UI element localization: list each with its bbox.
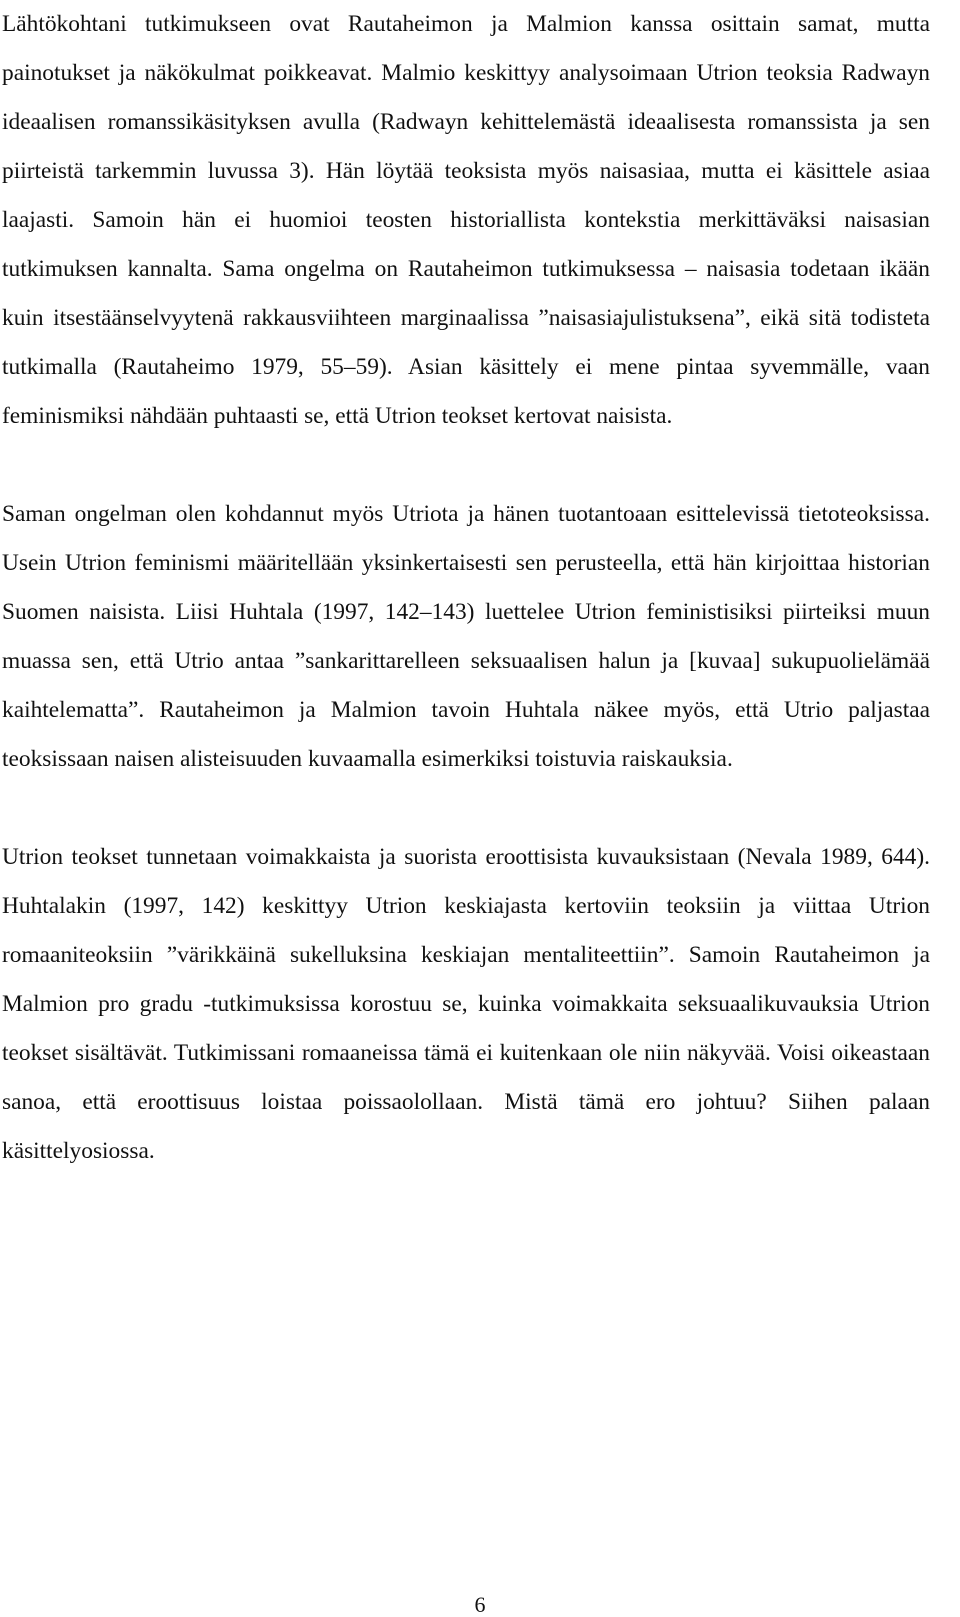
paragraph-3: Utrion teokset tunnetaan voimakkaista ja suorista eroottisista kuvauksistaan (Nevala 1989, 644). Huhtalakin (1997, 142) keskittyy Utrion keskiajasta kertoviin teoksiin ja viittaa Utrion romaaniteoksiin ”värikkäinä sukelluksina keskiajan mentaliteettiin”. Samoin Rautaheimon ja Malmion pro gradu -tutkimuksissa korostuu se, kuinka voimakkaita seksuaalikuvauksia Utrion teokset sisältävät. Tutkimissani romaaneissa tämä ei kuitenkaan ole niin näkyvää. Voisi oikeastaan sanoa, että eroottisuus loistaa poissaolollaan. Mistä tämä ero johtuu? Siihen palaan käsittelyosiossa.: [2, 844, 930, 1164]
page-number: 6: [474, 1592, 486, 1617]
paragraph-2: Saman ongelman olen kohdannut myös Utriota ja hänen tuotantoaan esittelevissä tietoteoksissa. Usein Utrion feminismi määritellään yksinkertaisesti sen perusteella, että hän kirjoittaa historian Suomen naisista. Liisi Huhtala (1997, 142–143) luettelee Utrion feministisiksi piirteiksi muun muassa sen, että Utrio antaa ”sankarittarelleen seksuaalisen halun ja [kuvaa] sukupuolielämää kaihtelematta”. Rautaheimon ja Malmion tavoin Huhtala näkee myös, että Utrio paljastaa teoksissaan naisen alisteisuuden kuvaamalla esimerkiksi toistuvia raiskauksia.: [2, 501, 930, 772]
paragraph-1: Lähtökohtani tutkimukseen ovat Rautaheimon ja Malmion kanssa osittain samat, mutta painotukset ja näkökulmat poikkeavat. Malmio keskittyy analysoimaan Utrion teoksia Radwayn ideaalisen romanssikäsityksen avulla (Radwayn kehittelemästä ideaalisesta romanssista ja sen piirteistä tarkemmin luvussa 3). Hän löytää teoksista myös naisasiaa, mutta ei käsittele asiaa laajasti. Samoin hän ei huomioi teosten historiallista kontekstia merkittäväksi naisasian tutkimuksen kannalta. Sama ongelma on Rautaheimon tutkimuksessa – naisasia todetaan ikään kuin itsestäänselvyytenä rakkausviihteen marginaalissa ”naisasiajulistuksena”, eikä sitä todisteta tutkimalla (Rautaheimo 1979, 55–59). Asian käsittely ei mene pintaa syvemmälle, vaan feminismiksi nähdään puhtaasti se, että Utrion teokset kertovat naisista.: [2, 11, 930, 429]
body-text: [2, 0, 930, 1176]
